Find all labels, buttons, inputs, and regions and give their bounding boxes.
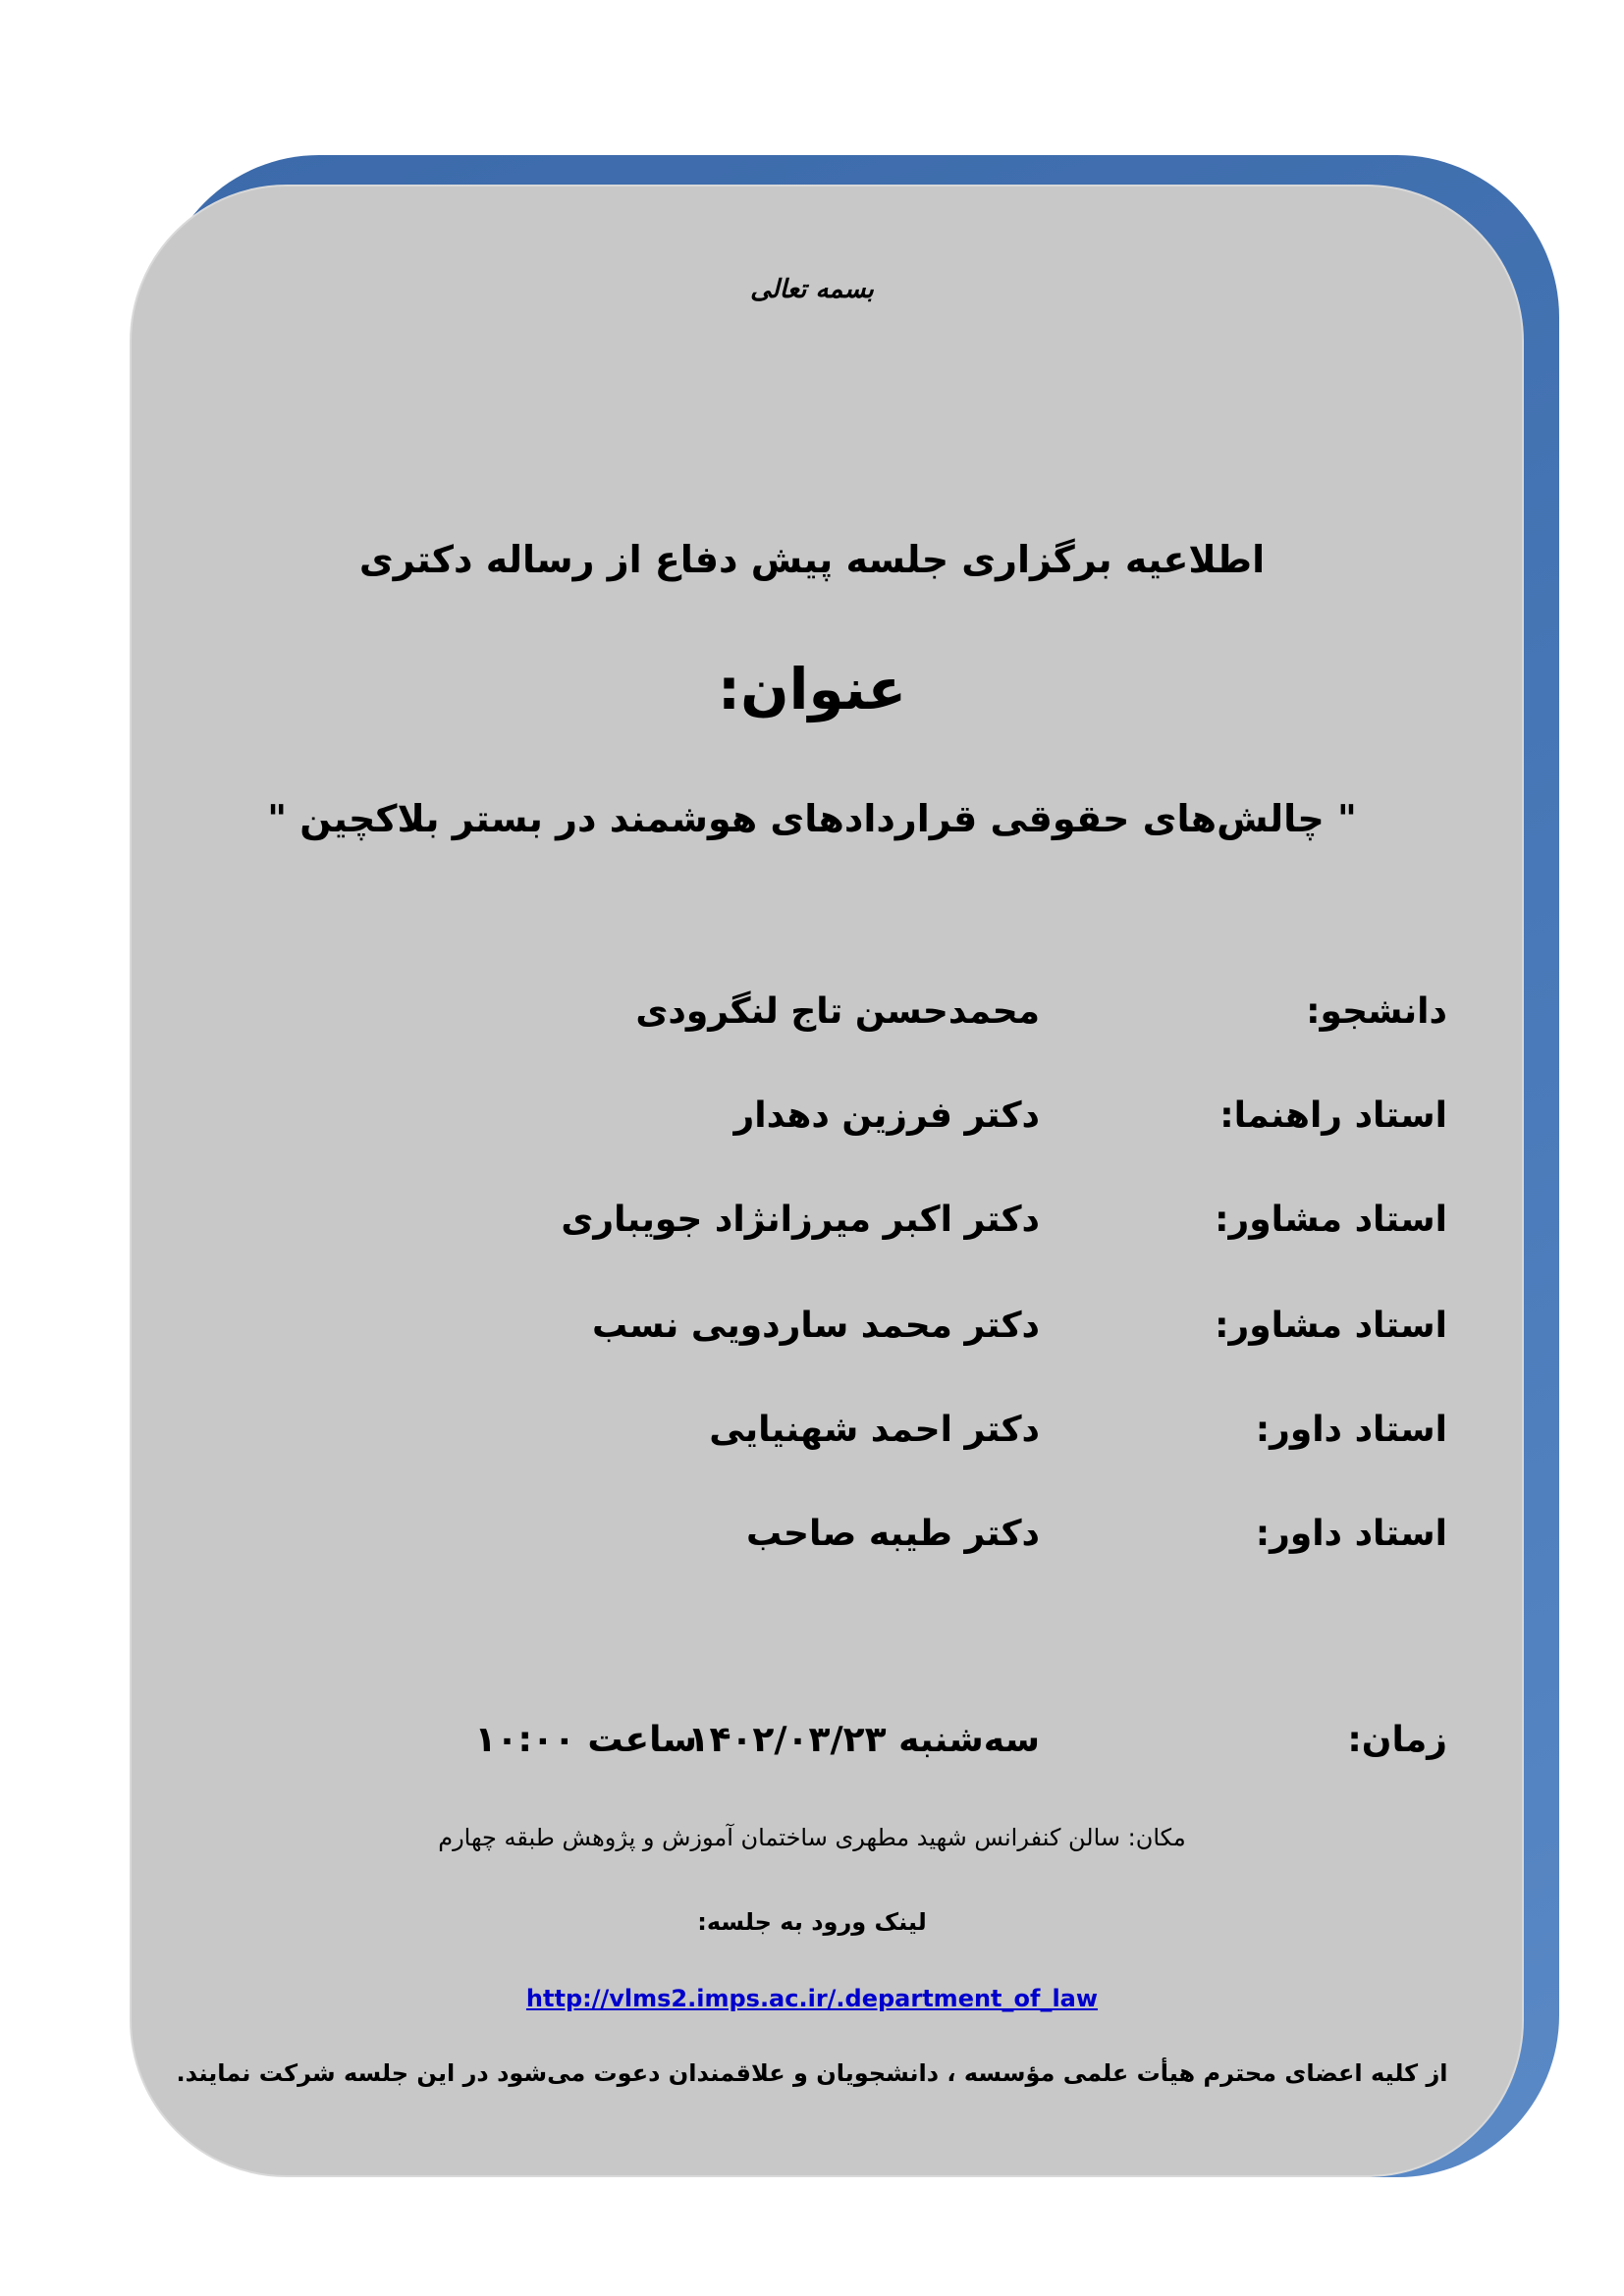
examiner-1-label: استاد داور: bbox=[1255, 1410, 1447, 1450]
thesis-title: " چالش‌های حقوقی قراردادهای هوشمند در بستر بلاکچین " bbox=[267, 797, 1357, 840]
supervisor-name: دکتر فرزین دهدار bbox=[733, 1095, 1040, 1136]
advisor-1-label: استاد مشاور: bbox=[1215, 1200, 1447, 1240]
advisor-1-name: دکتر اکبر میرزانژاد جویباری bbox=[561, 1200, 1040, 1240]
student-label: دانشجو: bbox=[1306, 991, 1447, 1032]
venue-text: مکان: سالن کنفرانس شهید مطهری ساختمان آموزش و پژوهش طبقه چهارم bbox=[438, 1824, 1186, 1851]
advisor-2-name: دکتر محمد ساردویی نسب bbox=[592, 1306, 1040, 1346]
schedule-time: ساعت ۱۰:۰۰ bbox=[474, 1720, 697, 1760]
advisor-2-label: استاد مشاور: bbox=[1215, 1306, 1447, 1346]
student-name: محمدحسن تاج لنگرودی bbox=[635, 991, 1040, 1032]
supervisor-label: استاد راهنما: bbox=[1219, 1095, 1447, 1136]
schedule-date: سه‌شنبه ۱۴۰۲/۰۳/۲۳ bbox=[687, 1720, 1040, 1760]
basmala-heading: بسمه تعالی bbox=[750, 275, 874, 304]
session-link-label: لینک ورود به جلسه: bbox=[697, 1908, 927, 1936]
invitation-text: از کلیه اعضای محترم هیأت علمی مؤسسه ، دانشجویان و علاقمندان دعوت می‌شود در این جلسه شرکت نمایند. bbox=[176, 2059, 1448, 2087]
announcement-card bbox=[130, 185, 1524, 2177]
announcement-heading: اطلاعیه برگزاری جلسه پیش دفاع از رساله دکتری bbox=[358, 538, 1266, 581]
schedule-label: زمان: bbox=[1347, 1720, 1447, 1760]
examiner-2-name: دکتر طیبه صاحب bbox=[745, 1514, 1040, 1554]
examiner-2-label: استاد داور: bbox=[1255, 1514, 1447, 1554]
title-label: عنوان: bbox=[717, 656, 907, 722]
session-link[interactable]: http://vlms2.imps.ac.ir/.department_of_law bbox=[525, 1985, 1099, 2012]
examiner-1-name: دکتر احمد شهنیایی bbox=[709, 1410, 1040, 1450]
